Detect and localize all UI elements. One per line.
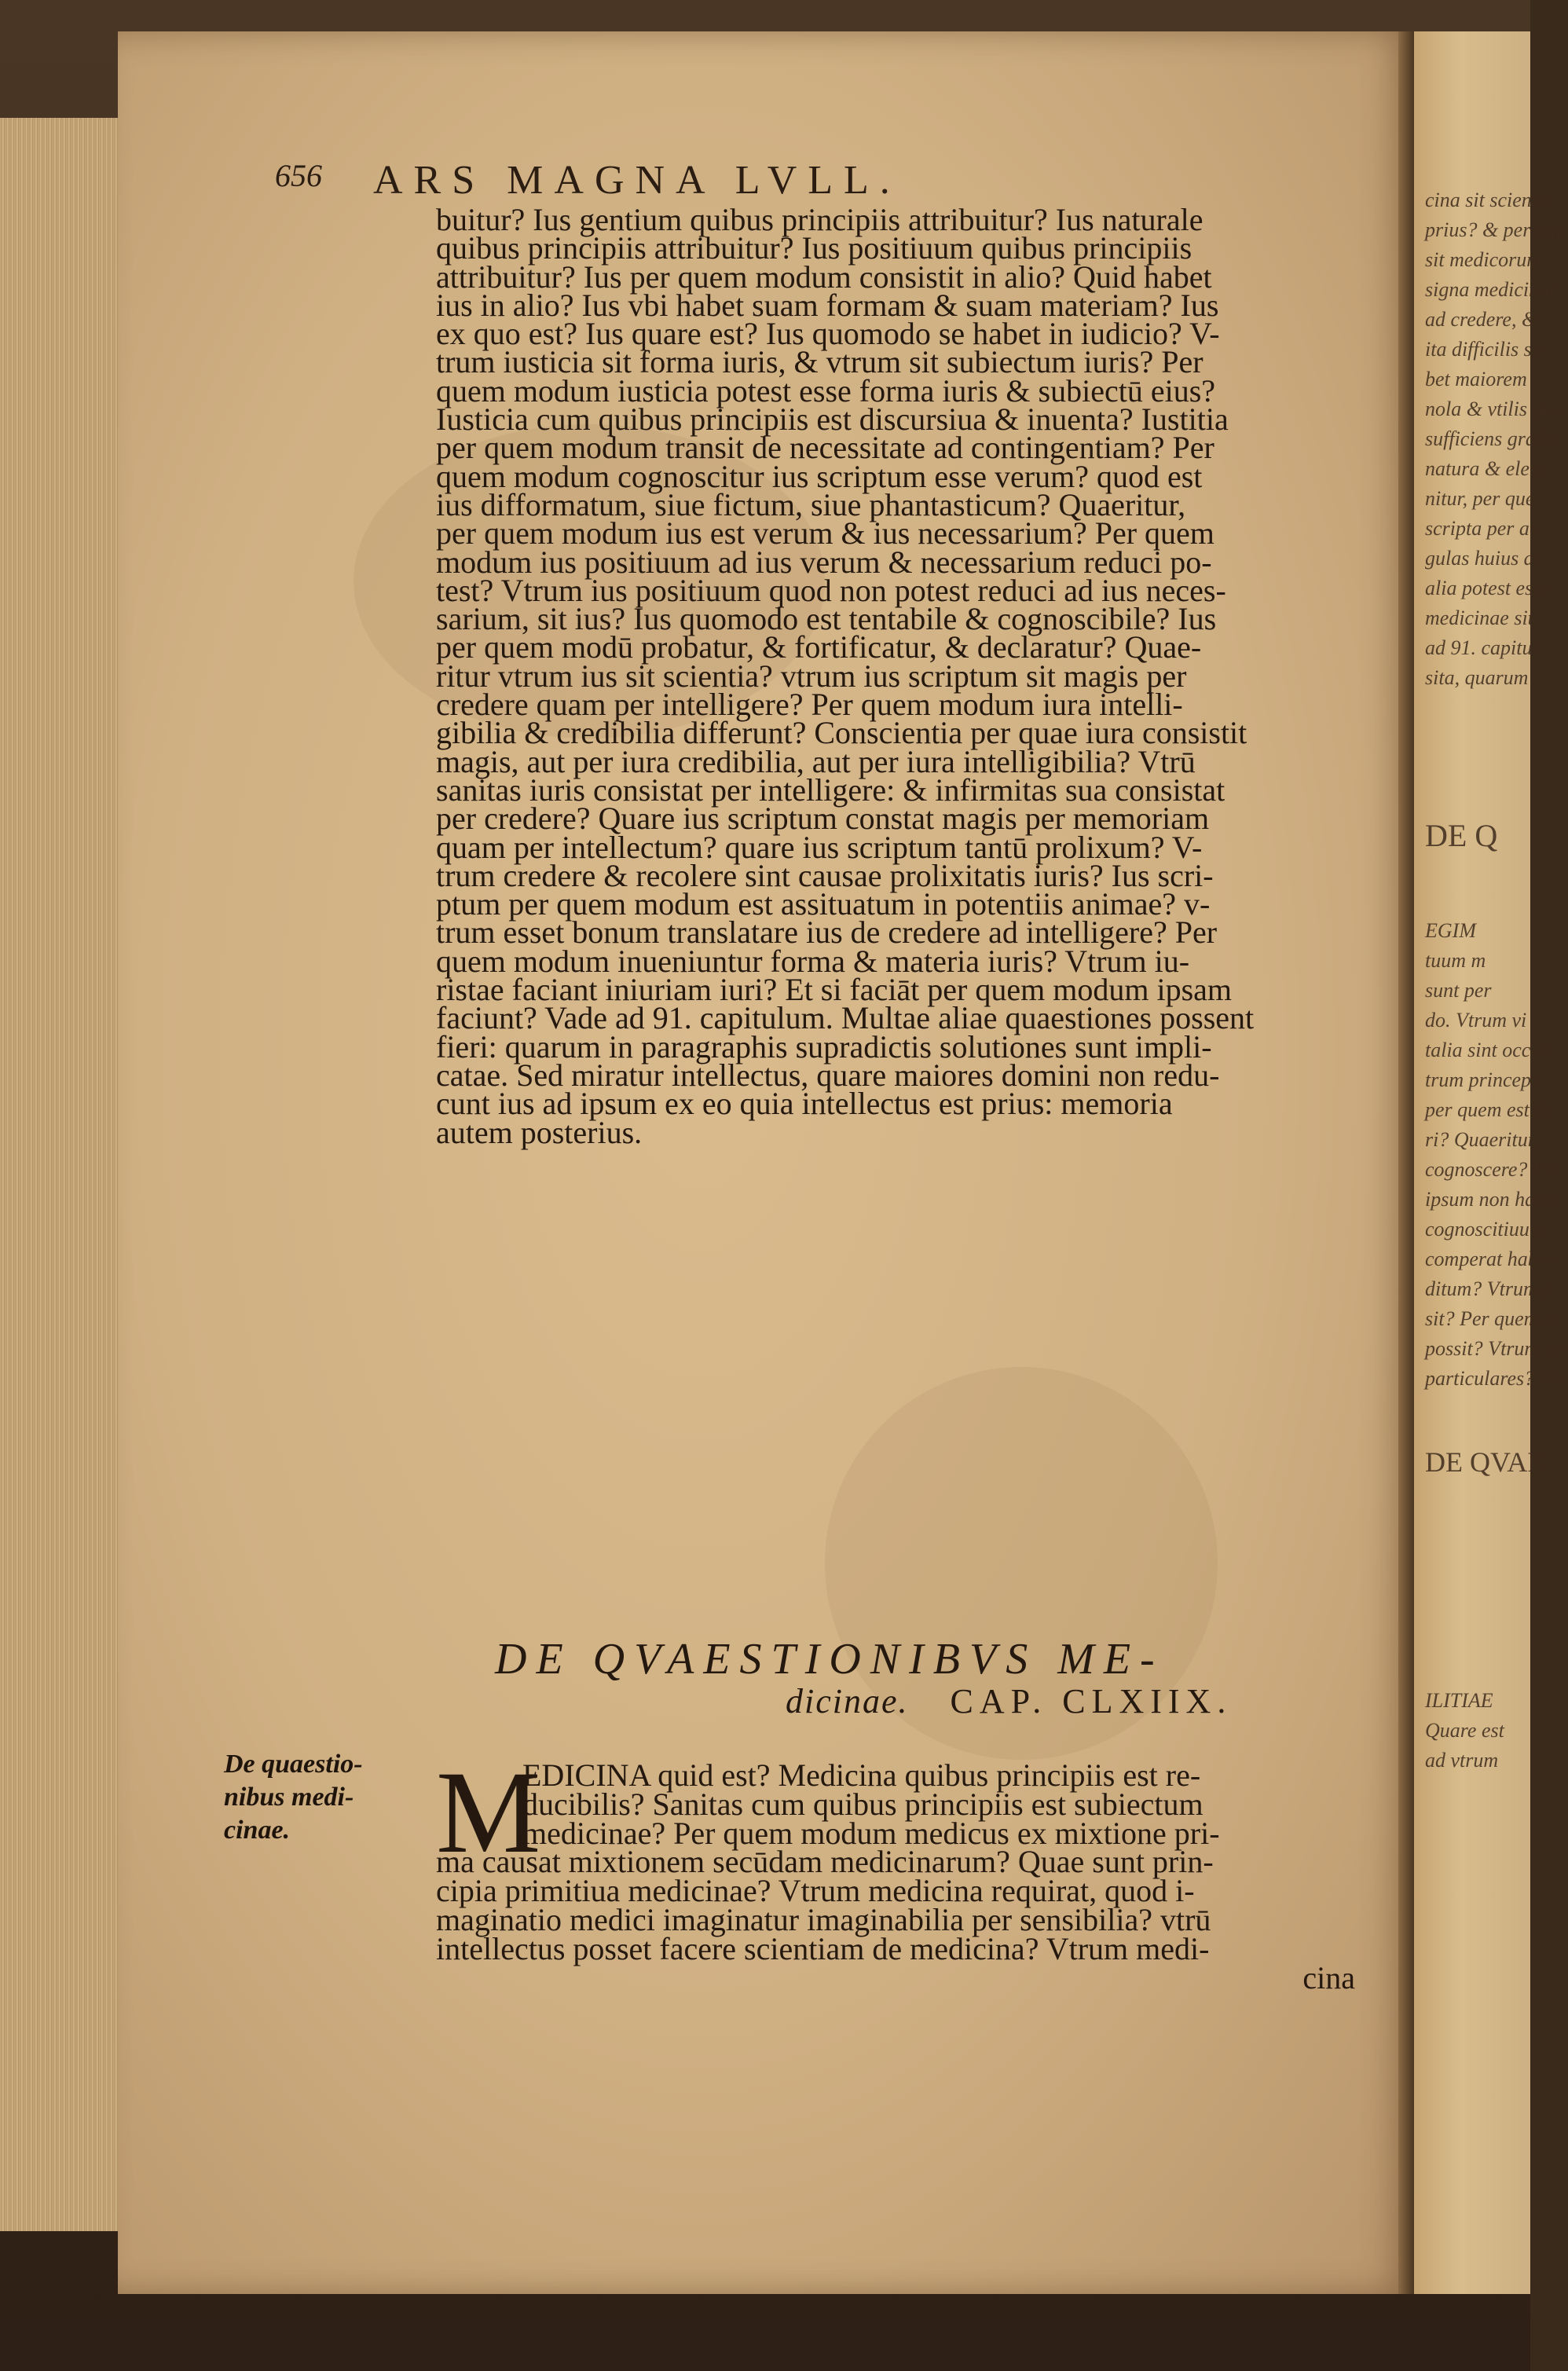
text-line: autem posterius. xyxy=(436,1114,643,1150)
text-line: quem modum iusticia potest esse forma iuris & subiectū eius? xyxy=(436,372,1216,409)
page-header xyxy=(275,157,1296,204)
body-text xyxy=(436,202,1410,1150)
facing-page-line: possit? Vtrum pri xyxy=(1425,1337,1568,1360)
facing-page-line: ipsum non habet xyxy=(1425,1188,1560,1211)
text-line: modum ius positiuum ad ius verum & necessarium reduci po- xyxy=(436,544,1212,580)
page-number: 656 xyxy=(275,158,322,193)
text-line: ristae faciant iniuriam iuri? Et si faciāt per quem modum ipsam xyxy=(436,972,1233,1008)
facing-page-line: medicinae sit xyxy=(1425,606,1533,629)
page-block-edge xyxy=(0,118,119,2231)
facing-page-line: ad vtrum xyxy=(1425,1749,1499,1772)
facing-page-line: prius? & per qua xyxy=(1425,218,1566,241)
text-line: attribuitur? Ius per quem modum consistit in alio? Quid habet xyxy=(436,258,1212,295)
text-line: medicinae? Per quem modum medicus ex mixtione pri- xyxy=(522,1815,1220,1851)
text-line: per credere? Quare ius scriptum constat magis per memoriam xyxy=(436,801,1210,837)
text-line: catae. Sed miratur intellectus, quare maiores domini non redu- xyxy=(436,1057,1220,1093)
chapter-heading xyxy=(440,1634,1367,1721)
facing-page-line: talia sint occult xyxy=(1425,1039,1552,1061)
facing-page-line: ditum? Vtrum p xyxy=(1425,1277,1554,1300)
margin-note-line: De quaestio- xyxy=(224,1750,363,1779)
text-line: EDICINA quid est? Medicina quibus principiis est re- xyxy=(522,1757,1201,1793)
facing-page-line: EGIM xyxy=(1425,919,1476,942)
text-line: Iusticia cum quibus principiis est discursiua & inuenta? Iustitia xyxy=(436,401,1229,438)
margin-note-line: cinae. xyxy=(224,1816,291,1845)
text-line: ptum per quem modum est assituatum in potentiis animae? v- xyxy=(436,886,1211,922)
text-line: cunt ius ad ipsum ex eo quia intellectus est prius: memoria xyxy=(436,1086,1173,1122)
text-line: sanitas iuris consistat per intelligere: & infirmitas sua consistat xyxy=(436,771,1225,808)
text-line: ius difformatum, siue fictum, siue phantasticum? Quaeritur, xyxy=(436,486,1186,522)
margin-note xyxy=(224,1748,412,1847)
facing-page-line: cina sit scientia xyxy=(1425,189,1554,211)
text-line: ius in alio? Ius vbi habet suam formam & suam materiam? Ius xyxy=(436,287,1219,323)
text-line: trum credere & recolere sint causae prolixitatis iuris? Ius scri- xyxy=(436,857,1214,893)
text-line: ducibilis? Sanitas cum quibus principiis est subiectum xyxy=(522,1786,1203,1822)
facing-page-line: sit? Per quem m xyxy=(1425,1307,1559,1330)
facing-page-line: ita difficilis sit xyxy=(1425,338,1544,361)
facing-page-line: ILITIAE xyxy=(1425,1689,1493,1712)
text-line: quibus principiis attribuitur? Ius positiuum quibus principiis xyxy=(436,230,1192,266)
text-line: quem modum cognoscitur ius scriptum esse verum? quod est xyxy=(436,458,1203,494)
facing-page-line: ad 91. capitul xyxy=(1425,636,1538,659)
text-line: quam per intellectum? quare ius scriptum tantū prolixum? V- xyxy=(436,829,1203,865)
facing-page-line: per quem est di xyxy=(1425,1098,1551,1121)
facing-page-line: natura & elem xyxy=(1425,457,1544,480)
facing-page-heading: DE QVAE xyxy=(1425,1446,1545,1478)
facing-page-line: cognoscitiuum xyxy=(1425,1218,1544,1240)
text-line: ex quo est? Ius quare est? Ius quomodo se habet in iudicio? V- xyxy=(436,316,1220,352)
facing-page-line: sufficiens gradu xyxy=(1425,427,1556,450)
text-line: test? Vtrum ius positiuum quod non potest reduci ad ius neces- xyxy=(436,572,1226,608)
chapter-number: CAP. CLXIIX. xyxy=(950,1682,1233,1721)
text-line: buitur? Ius gentium quibus principiis attribuitur? Ius naturale xyxy=(436,202,1203,237)
facing-page-heading: DE Q xyxy=(1425,818,1498,853)
running-title: ARS MAGNA LVLL. xyxy=(373,158,901,203)
text-line: maginatio medici imaginatur imaginabilia per sensibilia? vtrū xyxy=(436,1901,1211,1937)
facing-page-fragment xyxy=(1414,31,1568,2294)
facing-page-line: do. Vtrum vi xyxy=(1425,1009,1527,1032)
facing-page-line: gulas huius ar xyxy=(1425,547,1542,570)
facing-page-line: sita, quarum xyxy=(1425,666,1529,689)
text-line: cina xyxy=(1302,1959,1355,1995)
facing-page-line: nola & vtilis qua xyxy=(1425,398,1563,420)
facing-page-line: ri? Quaeritur, xyxy=(1425,1128,1539,1151)
text-line: per quem modum ius est verum & ius necessarium? Per quem xyxy=(436,515,1214,552)
drop-capital: M xyxy=(436,1747,541,1878)
facing-page-line: sit medicorum xyxy=(1425,248,1542,271)
facing-page-line: nitur, per que xyxy=(1425,487,1535,510)
facing-page-line: tuum m xyxy=(1425,949,1486,972)
margin-note-line: nibus medi- xyxy=(224,1783,354,1812)
chapter-heading-line1: DE QVAESTIONIBVS ME- xyxy=(495,1635,1164,1684)
text-line: intellectus posset facere scientiam de medicina? Vtrum medi- xyxy=(436,1930,1210,1966)
text-line: gibilia & credibilia differunt? Conscientia per quae iura consistit xyxy=(436,715,1247,751)
facing-page-line: scripta per au xyxy=(1425,517,1540,540)
facing-page-line: bet maiorem xyxy=(1425,368,1527,390)
text-line: quem modum inueniuntur forma & materia iuris? Vtrum iu- xyxy=(436,943,1190,979)
text-line: trum esset bonum translatare ius de credere ad intelligere? Per xyxy=(436,914,1218,951)
text-line: sarium, sit ius? Ius quomodo est tentabile & cognoscibile? Ius xyxy=(436,601,1217,637)
text-line: cipia primitiua medicinae? Vtrum medicina requirat, quod i- xyxy=(436,1873,1195,1909)
text-line: fieri: quarum in paragraphis supradictis solutiones sunt impli- xyxy=(436,1028,1212,1065)
facing-page-line: sunt per xyxy=(1425,979,1492,1002)
text-line: magis, aut per iura credibilia, aut per iura intelligibilia? Vtrū xyxy=(436,743,1196,779)
text-line: credere quam per intelligere? Per quem modum iura intelli- xyxy=(436,687,1183,723)
facing-page-line: alia potest esse xyxy=(1425,577,1550,599)
facing-page-line: cognoscere? Vtr xyxy=(1425,1158,1559,1181)
text-line: faciunt? Vade ad 91. capitulum. Multae aliae quaestiones possent xyxy=(436,1000,1255,1036)
facing-page-line: ad credere, & xyxy=(1425,308,1538,331)
text-line: ritur vtrum ius sit scientia? vtrum ius scriptum sit magis per xyxy=(436,658,1187,694)
text-line: per quem modū probatur, & fortificatur, & declaratur? Quae- xyxy=(436,629,1202,665)
facing-page-line: signa medicinae xyxy=(1425,278,1559,301)
text-line: trum iusticia sit forma iuris, & vtrum sit subiectum iuris? Per xyxy=(436,344,1203,380)
text-line: ma causat mixtionem secūdam medicinarum? Quae sunt prin- xyxy=(436,1844,1214,1880)
facing-page-line: particulares? Vtr xyxy=(1425,1367,1566,1390)
text-line: per quem modum transit de necessitate ad contingentiam? Per xyxy=(436,430,1214,466)
chapter-heading-line2: dicinae. xyxy=(786,1682,909,1721)
facing-page-line: trum princeps xyxy=(1425,1068,1540,1091)
facing-page-line: comperat habere xyxy=(1425,1248,1563,1270)
facing-page-line: Quare est xyxy=(1425,1719,1504,1742)
chapter-body-text xyxy=(436,1747,1410,1995)
